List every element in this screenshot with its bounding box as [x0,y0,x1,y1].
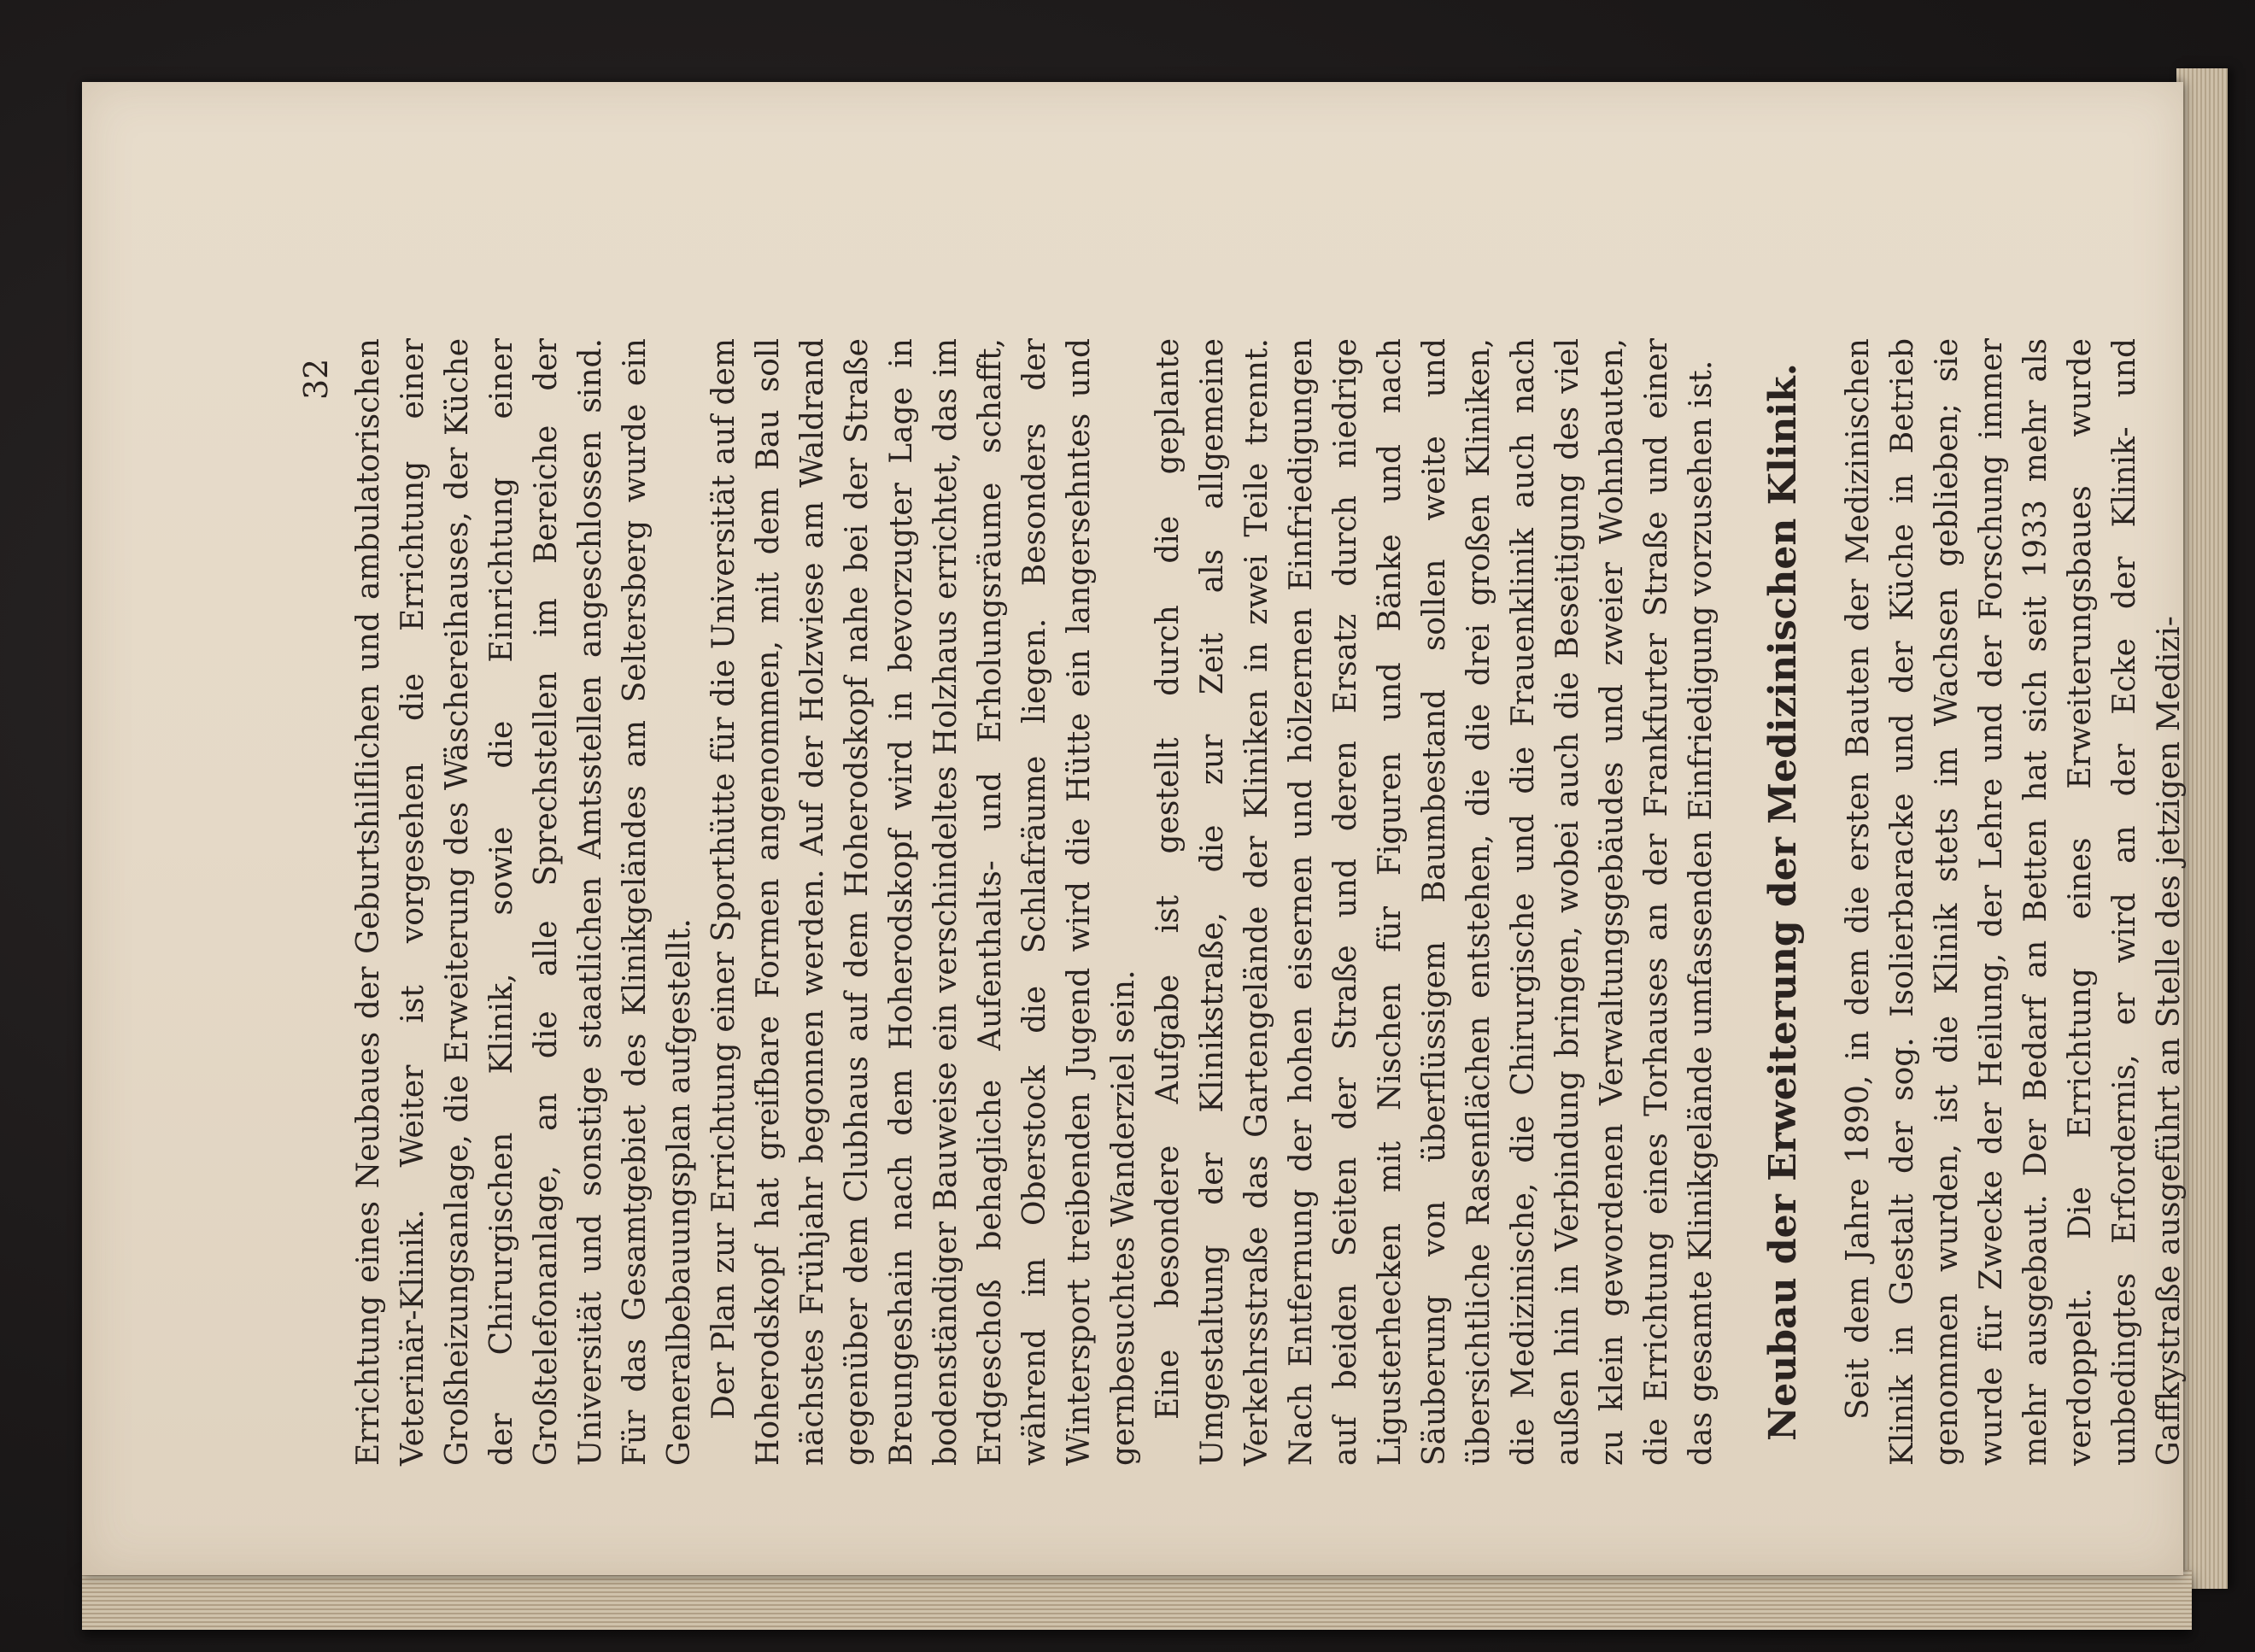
paragraph: Seit dem Jahre 1890, in dem die ersten Bauten der Medizinischen Klinik in Gestalt der sog. Isolierbaracke und der Küche in Betrieb genommen wurden, ist die Klinik stets im Wachsen geblieben; sie wurde für Zwecke der Heilung, der Lehre und der Forschung immer mehr ausgebaut. Der Bedarf an Betten hat sich seit 1933 mehr als verdoppelt. Die Errichtung eines Erweiterungsbaues wurde unbedingtes Erfordernis, er wird an der Ecke der Klinik- und Gaffkystraße ausgeführt an Stelle des jetzigen Medizi- [1841,338,2187,1466]
page-text-block [347,338,2187,1466]
page-number: 32 [297,358,335,400]
page-stack-edge-bottom [82,1570,2192,1630]
paragraph: Eine besondere Aufgabe ist gestellt durch die geplante Umgestaltung der Klinikstraße, die zur Zeit als allgemeine Verkehrsstraße das Gartengelände der Kliniken in zwei Teile trennt. Nach Entfernung der hohen eisernen und hölzernen Einfriedigungen auf beiden Seiten der Straße und deren Ersatz durch niedrige Ligusterhecken mit Nischen für Figuren und Bänke und nach Säuberung von überflüssigem Baumbestand sollen weite und übersichtliche Rasenflächen entstehen, die die drei großen Kliniken, die Medizinische, die Chirurgische und die Frauenklinik auch nach außen hin in Verbindung bringen, wobei auch die Beseitigung des viel zu klein gewordenen Verwaltungsgebäudes und zweier Wohnbauten, die Errichtung eines Torhauses an der Frankfurter Straße und einer das gesamte Klinikgelände umfassenden Einfriedigung vorzusehen ist. [1151,338,1719,1466]
paragraph: Der Plan zur Errichtung einer Sporthütte für die Universität auf dem Hoherodskopf hat greifbare Formen angenommen, mit dem Bau soll nächstes Frühjahr begonnen werden. Auf der Holzwiese am Waldrand gegenüber dem Clubhaus auf dem Hoherodskopf nahe bei der Straße Breungeshain nach dem Hoherodskopf wird in bevorzugter Lage in bodenständiger Bauweise ein verschindeltes Holzhaus errichtet, das im Erdgeschoß behagliche Aufenthalts- und Erholungsräume schafft, während im Oberstock die Schlafräume liegen. Besonders der Wintersport treibenden Jugend wird die Hütte ein langersehntes und gernbesuchtes Wanderziel sein. [706,338,1141,1466]
book-page [82,82,2187,1575]
section-heading: Neubau der Erweiterung der Medizinischen Klinik. [1761,363,1805,1441]
paragraph: Errichtung eines Neubaues der Geburtshilflichen und ambulatorischen Veterinär-Klinik. Weiter ist vorgesehen die Errichtung einer Großheizungsanlage, die Erweiterung des Wäschereihauses, der Küche der Chirurgischen Klinik, sowie die Einrichtung einer Großtelefonanlage, an die alle Sprechstellen im Bereiche der Universität und sonstige staatlichen Amtsstellen angeschlossen sind. Für das Gesamtgebiet des Klinikgeländes am Seltersberg wurde ein Generalbebauungsplan aufgestellt. [351,338,697,1466]
